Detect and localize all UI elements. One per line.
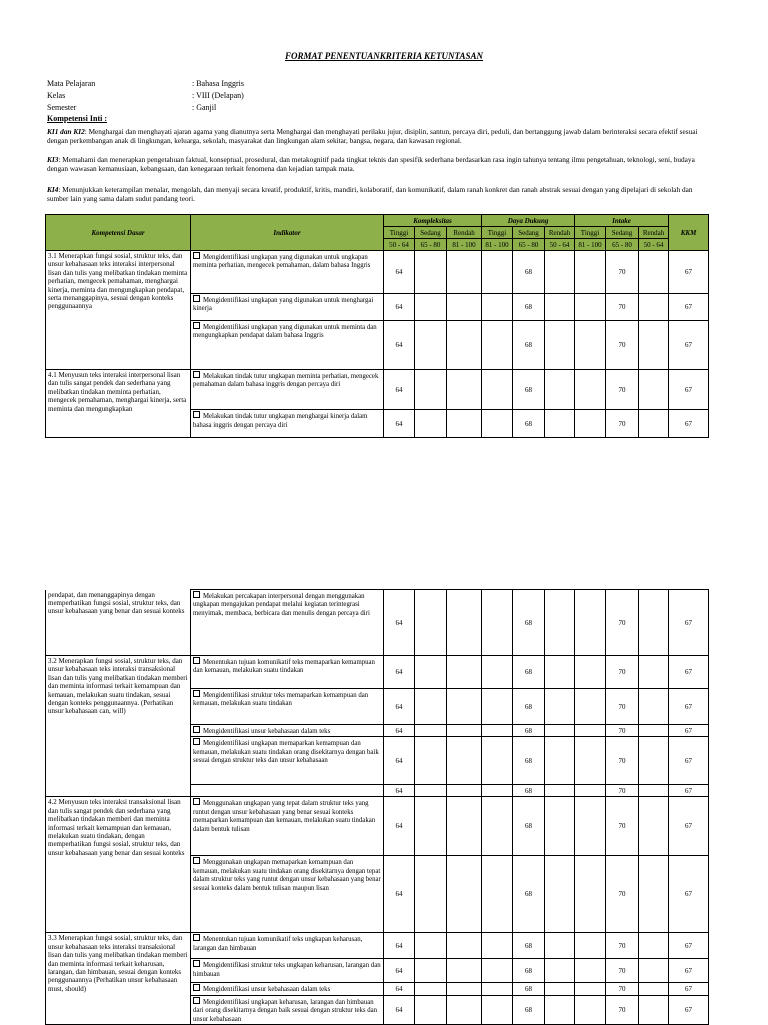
kkm-cell: 67: [669, 737, 709, 785]
kd-cell: 3.1 Menerapkan fungsi sosial, struktur teks, dan unsur kebahasaan teks interaksi interpersonal lisan dan tulis yang melibatkan tindakan meminta perhatian, mengecek pemahaman, menghargai kinerja, meminta dan mengungkapkan pendapat, serta menanggapinya, sesuai dengan konteks penggunaannya: [46, 251, 191, 370]
indicator-cell: Mengidentifikasi ungkapan yang digunakan untuk ungkapan meminta perhatian, mengecek pemahaman, dalam bahasa Inggris: [191, 251, 384, 294]
indicator-cell: Menggunakan ungkapan yang tepat dalam struktur teks yang runtut dengan unsur kebahasaan yang benar sesuai konteks memaparkan kemampuan dan kemauan, melakukan suatu tindakan dalam bentuk tulisan: [191, 797, 384, 856]
checkbox-bullet-icon: [193, 997, 200, 1004]
table-row: [46, 370, 709, 410]
value-cell: 64: [384, 689, 415, 725]
kkm-table-continued: [45, 589, 709, 1025]
indicator-cell: Mengidentifikasi struktur teks memaparkan kemampuan dan kemauan, melakukan suatu tindakan: [191, 689, 384, 725]
kd-cell: 4.2 Menyusun teks interaksi transaksional lisan dan tulis sangat pendek dan sederhana yang melibatkan tindakan memberi dan meminta informasi terkait kemampuan dan kemauan, melakukan suatu tindakan, dengan memperhatikan fungsi sosial, struktur teks, dan unsur kebahasaan yang benar dan sesuai konteks: [46, 797, 191, 933]
kkm-cell: 67: [669, 797, 709, 856]
value-cell: 70: [606, 785, 639, 797]
value-cell: 68: [513, 797, 545, 856]
value-cell: 68: [513, 656, 545, 689]
value-cell: 70: [606, 856, 639, 933]
checkbox-bullet-icon: [193, 960, 200, 967]
kkm-cell: 67: [669, 995, 709, 1024]
kkm-table-top: [45, 214, 709, 438]
value-cell: 68: [513, 251, 545, 294]
value-cell: 68: [513, 410, 545, 438]
value-cell: 64: [384, 856, 415, 933]
range-cell: 65 - 80: [606, 239, 639, 251]
checkbox-bullet-icon: [193, 295, 200, 302]
value-cell: 64: [384, 321, 415, 370]
subheader-rendah: Rendah: [545, 227, 575, 239]
document-title: FORMAT PENENTUANKRITERIA KETUNTASAN: [284, 51, 484, 61]
indicator-cell: Mengidentifikasi unsur kebahasaan dalam teks: [191, 983, 384, 995]
meta-value: : VIII (Delapan): [192, 91, 244, 100]
checkbox-bullet-icon: [193, 934, 200, 941]
value-cell: 68: [513, 856, 545, 933]
ki4-label: KI4: [47, 185, 59, 194]
indicator-cell: Menentukan tujuan komunikatif teks ungkapan keharusan, larangan dan himbauan: [191, 933, 384, 959]
ki1-label: KI1 dan KI2: [47, 127, 85, 136]
value-cell: 70: [606, 933, 639, 959]
subheader-tinggi: Tinggi: [575, 227, 606, 239]
value-cell: 68: [513, 689, 545, 725]
checkbox-bullet-icon: [193, 798, 200, 805]
checkbox-bullet-icon: [193, 411, 200, 418]
value-cell: 64: [384, 370, 415, 410]
kkm-cell: 67: [669, 785, 709, 797]
kd-cell: 3.3 Menerapkan fungsi sosial, struktur teks, dan unsur kebahasaan teks interaksi transaksional lisan dan tulis yang melibatkan tindakan memberi dan meminta informasi terkait keharusan, larangan, dan himbauan, sesuai dengan konteks penggunaannya (Perhatikan unsur kebahasaan must, should): [46, 933, 191, 1025]
kd-cell: pendapat, dan menanggapinya dengan memperhatikan fungsi sosial, struktur teks, dan unsur kebahasaan yang benar dan sesuai konteks: [46, 590, 191, 656]
checkbox-bullet-icon: [193, 690, 200, 697]
value-cell: 64: [384, 995, 415, 1024]
value-cell: 64: [384, 251, 415, 294]
kkm-cell: 67: [669, 725, 709, 737]
value-cell: 70: [606, 995, 639, 1024]
value-cell: 70: [606, 370, 639, 410]
value-cell: 64: [384, 410, 415, 438]
indicator-cell: Mengidentifikasi ungkapan yang digunakan untuk meminta dan mengungkapkan pendapat dalam bahasa Inggris: [191, 321, 384, 370]
range-cell: 81 - 100: [447, 239, 482, 251]
value-cell: 70: [606, 590, 639, 656]
kd-cell: 4.1 Menyusun teks interaksi interpersonal lisan dan tulis sangat pendek dan sederhana yang melibatkan tindakan meminta perhatian, mengecek pemahaman, menghargai kinerja, serta meminta dan mengungkapkan: [46, 370, 191, 438]
header-indikator: Indikator: [191, 215, 384, 251]
range-cell: 81 - 100: [575, 239, 606, 251]
indicator-cell: Melakukan percakapan interpersonal dengan menggunakan ungkapan mengajukan pendapat melalui kegiatan terintegrasi menyimak, membaca, berbicara dan menulis dengan percaya diri: [191, 590, 384, 656]
range-cell: 50 - 64: [639, 239, 669, 251]
header-intake: Intake: [575, 215, 669, 227]
value-cell: 70: [606, 410, 639, 438]
checkbox-bullet-icon: [193, 857, 200, 864]
subheader-sedang: Sedang: [606, 227, 639, 239]
meta-value: : Bahasa Inggris: [192, 79, 244, 88]
checkbox-bullet-icon: [193, 371, 200, 378]
indicator-cell: Melakukan tindak tutur ungkapan meminta perhatian, mengecek pemahaman dalam bahasa inggris dengan percaya diri: [191, 370, 384, 410]
value-cell: 68: [513, 590, 545, 656]
meta-label: Semester: [47, 103, 77, 112]
kkm-cell: 67: [669, 590, 709, 656]
value-cell: 70: [606, 294, 639, 321]
header-daya-dukung: Daya Dukung: [482, 215, 575, 227]
value-cell: 70: [606, 321, 639, 370]
value-cell: 64: [384, 294, 415, 321]
table-row: [46, 797, 709, 856]
indicator-cell: Mengidentifikasi struktur teks ungkapan keharusan, larangan dan himbauan: [191, 959, 384, 983]
value-cell: 70: [606, 656, 639, 689]
ki3-paragraph: [47, 155, 707, 173]
table-row: [46, 933, 709, 959]
checkbox-bullet-icon: [193, 657, 200, 664]
subheader-tinggi: Tinggi: [384, 227, 415, 239]
indicator-cell: Mengidentifikasi unsur kebahasaan dalam teks: [191, 725, 384, 737]
checkbox-bullet-icon: [193, 591, 200, 598]
ki4-paragraph: [47, 185, 707, 203]
value-cell: 68: [513, 983, 545, 995]
value-cell: 64: [384, 590, 415, 656]
value-cell: 68: [513, 785, 545, 797]
indicator-cell: Mengidentifikasi ungkapan yang digunakan untuk menghargai kinerja: [191, 294, 384, 321]
kkm-cell: 67: [669, 933, 709, 959]
indicator-cell: Melakukan tindak tutur ungkapan menghargai kinerja dalam bahasa inggris dengan percaya diri: [191, 410, 384, 438]
value-cell: 68: [513, 933, 545, 959]
subheader-tinggi: Tinggi: [482, 227, 513, 239]
ki-heading: Kompetensi Inti :: [47, 114, 107, 123]
value-cell: 68: [513, 321, 545, 370]
subheader-rendah: Rendah: [447, 227, 482, 239]
indicator-cell: Menentukan tujuan komunikatif teks memaparkan kemampuan dan kemauan, melakukan suatu tindakan: [191, 656, 384, 689]
value-cell: 64: [384, 959, 415, 983]
indicator-cell: Menggunakan ungkapan memaparkan kemampuan dan kemauan, melakukan suatu tindakan orang disekitarnya dengan tepat dalam struktur teks yang runtut dengan unsur kebahasaan yang benar sesuai konteks dalam bentuk tulisan maupun lisan: [191, 856, 384, 933]
value-cell: 64: [384, 785, 415, 797]
meta-label: Kelas: [47, 91, 66, 100]
checkbox-bullet-icon: [193, 726, 200, 733]
value-cell: 68: [513, 959, 545, 983]
indicator-cell: Mengidentifikasi ungkapan keharusan, larangan dan himbauan dari orang disekitarnya dengan baik sesuai dengan struktur teks dan unsur kebahasaan: [191, 995, 384, 1024]
subheader-sedang: Sedang: [415, 227, 447, 239]
subheader-rendah: Rendah: [639, 227, 669, 239]
value-cell: 70: [606, 737, 639, 785]
kkm-cell: 67: [669, 983, 709, 995]
kkm-cell: 67: [669, 321, 709, 370]
indicator-cell: Mengidentifikasi ungkapan memaparkan kemampuan dan kemauan, melakukan suatu tindakan orang disekitarnya dengan baik sesuai dengan struktur teks dan unsur kebahasaan: [191, 737, 384, 785]
kkm-cell: 67: [669, 959, 709, 983]
ki1-paragraph: [47, 127, 707, 155]
value-cell: 70: [606, 797, 639, 856]
kkm-cell: 67: [669, 856, 709, 933]
subheader-sedang: Sedang: [513, 227, 545, 239]
meta-label: Mata Pelajaran: [47, 79, 96, 88]
value-cell: 64: [384, 933, 415, 959]
checkbox-bullet-icon: [193, 984, 200, 991]
value-cell: 70: [606, 959, 639, 983]
meta-value: : Ganjil: [192, 103, 217, 112]
range-cell: 65 - 80: [513, 239, 545, 251]
value-cell: 70: [606, 251, 639, 294]
checkbox-bullet-icon: [193, 322, 200, 329]
kkm-cell: 67: [669, 294, 709, 321]
value-cell: 64: [384, 737, 415, 785]
kkm-cell: 67: [669, 656, 709, 689]
kkm-cell: 67: [669, 370, 709, 410]
value-cell: 64: [384, 656, 415, 689]
range-cell: 81 - 100: [482, 239, 513, 251]
value-cell: 68: [513, 995, 545, 1024]
range-cell: 65 - 80: [415, 239, 447, 251]
value-cell: 70: [606, 689, 639, 725]
value-cell: 68: [513, 370, 545, 410]
value-cell: 68: [513, 725, 545, 737]
indicator-cell: [191, 785, 384, 797]
kd-cell: 3.2 Menerapkan fungsi sosial, struktur teks, dan unsur kebahasaan teks interaksi transaksional lisan dan tulis yang melibatkan tindakan memberi dan meminta informasi terkait kemampuan dan kemauan, melakukan suatu tindakan, sesuai dengan konteks penggunaannya. (Perhatikan unsur kebahasaan can, will): [46, 656, 191, 797]
checkbox-bullet-icon: [193, 738, 200, 745]
ki4-text: : Menunjukkan keterampilan menalar, mengolah, dan menyaji secara kreatif, produktif, kritis, mandiri, kolaboratif, dan komunikatif, dalam ranah konkret dan ranah abstrak sesuai dengan yang dipelajari di sekolah dan sumber lain yang sama dalam sudut pandang teori.: [47, 185, 693, 203]
ki3-text: : Memahami dan menerapkan pengetahuan faktual, konseptual, prosedural, dan metakognitif pada tingkat teknis dan spesifik sederhana berdasarkan rasa ingin tahunya tentang ilmu pengetahuan, teknologi, seni, budaya dengan wawasan kemanusiaan, kebangsaan, dan kenegaraan terkait fenomena dan kejadian tampak mata.: [47, 155, 695, 173]
table-row: [46, 656, 709, 689]
value-cell: 70: [606, 725, 639, 737]
header-kkm: KKM: [669, 215, 709, 251]
ki3-label: KI3: [47, 155, 59, 164]
value-cell: 68: [513, 737, 545, 785]
value-cell: 64: [384, 983, 415, 995]
range-cell: 50 - 64: [545, 239, 575, 251]
ki1-text: : Menghargai dan menghayati ajaran agama yang dianutnya serta Menghargai dan menghayati perilaku jujur, disiplin, santun, percaya diri, peduli, dan bertanggung jawab dalam berinteraksi secara efektif sesuai dengan perkembangan anak di lingkungan, keluarga, sekolah, masyarakat dan lingkungan alam sekitar, bangsa, negara, dan kawasan regional.: [47, 127, 698, 145]
value-cell: 64: [384, 725, 415, 737]
kkm-cell: 67: [669, 410, 709, 438]
table-row: [46, 590, 709, 656]
kkm-cell: 67: [669, 689, 709, 725]
value-cell: 64: [384, 797, 415, 856]
header-kompetensi-dasar: Kompetensi Dasar: [46, 215, 191, 251]
kkm-cell: 67: [669, 251, 709, 294]
header-kompleksitas: Kompleksitas: [384, 215, 482, 227]
range-cell: 50 - 64: [384, 239, 415, 251]
checkbox-bullet-icon: [193, 252, 200, 259]
value-cell: 68: [513, 294, 545, 321]
value-cell: 70: [606, 983, 639, 995]
table-row: [46, 251, 709, 294]
